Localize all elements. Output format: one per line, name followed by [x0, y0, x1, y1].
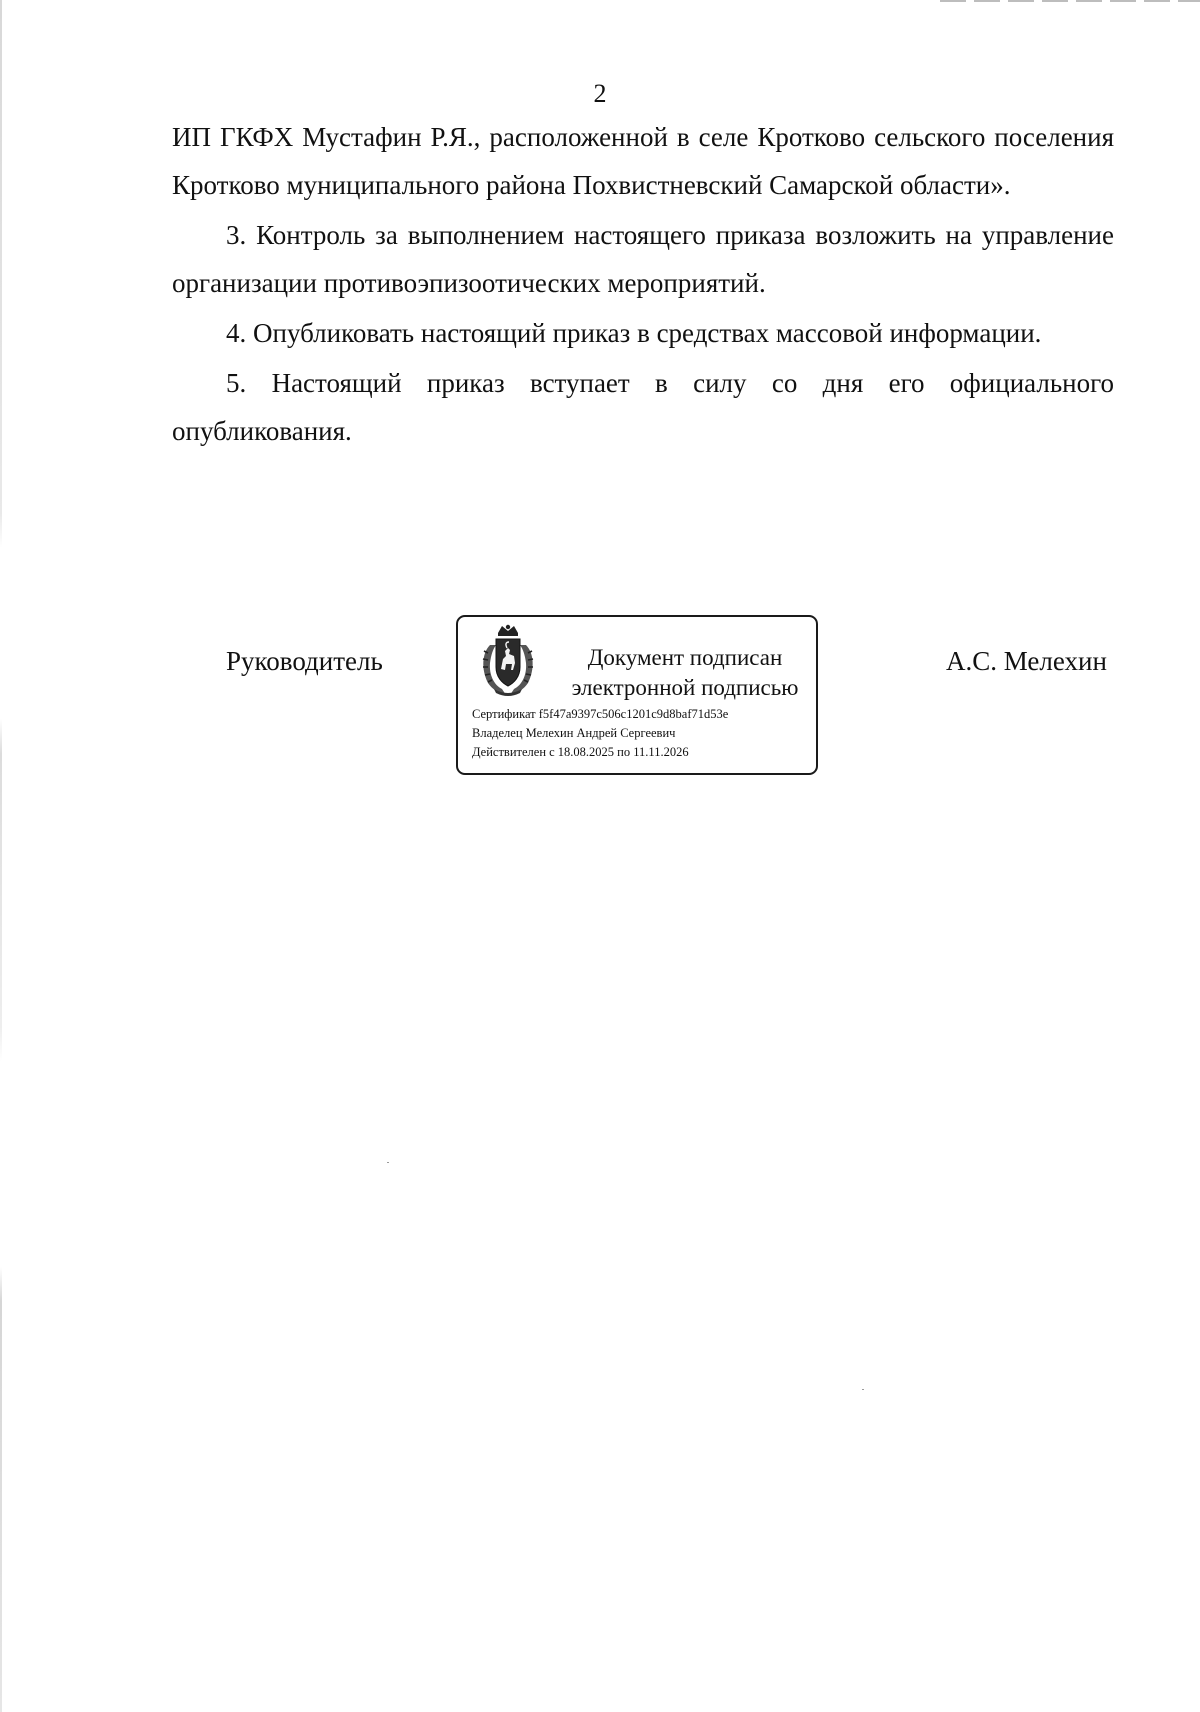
signatory-name: А.С. Мелехин [946, 646, 1107, 676]
paragraph-continuation: ИП ГКФХ Мустафин Р.Я., расположенной в селе Кротково сельского поселения Кротково муниципального района Похвистневский Самарской области». [172, 122, 1114, 200]
stamp-certificate: Сертификат f5f47a9397c506c1201c9d8baf71d53e [472, 707, 729, 721]
coat-of-arms-icon [476, 623, 540, 697]
paragraph-item-4: 4. Опубликовать настоящий приказ в средствах массовой информации. [226, 318, 1042, 348]
document-body [172, 113, 1114, 455]
stamp-validity: Действителен с 18.08.2025 по 11.11.2026 [472, 745, 689, 759]
stamp-title-line-2: электронной подписью [571, 675, 799, 700]
stamp-title-line-1: Документ подписан [587, 645, 783, 670]
stamp-owner: Владелец Мелехин Андрей Сергеевич [472, 726, 676, 740]
scan-speck [862, 1389, 864, 1390]
page-number: 2 [593, 79, 607, 108]
scan-edge-top [940, 0, 1200, 2]
paragraph-item-5: 5. Настоящий приказ вступает в силу со дня его официального опубликования. [172, 368, 1114, 446]
electronic-signature-stamp [456, 615, 818, 775]
scan-speck [387, 1162, 389, 1163]
signatory-role: Руководитель [226, 646, 383, 676]
paragraph-item-3: 3. Контроль за выполнением настоящего приказа возложить на управление организации противоэпизоотических мероприятий. [172, 220, 1114, 298]
scan-edge-left [0, 0, 2, 1712]
stamp-title [554, 643, 816, 703]
stamp-details [472, 705, 812, 762]
